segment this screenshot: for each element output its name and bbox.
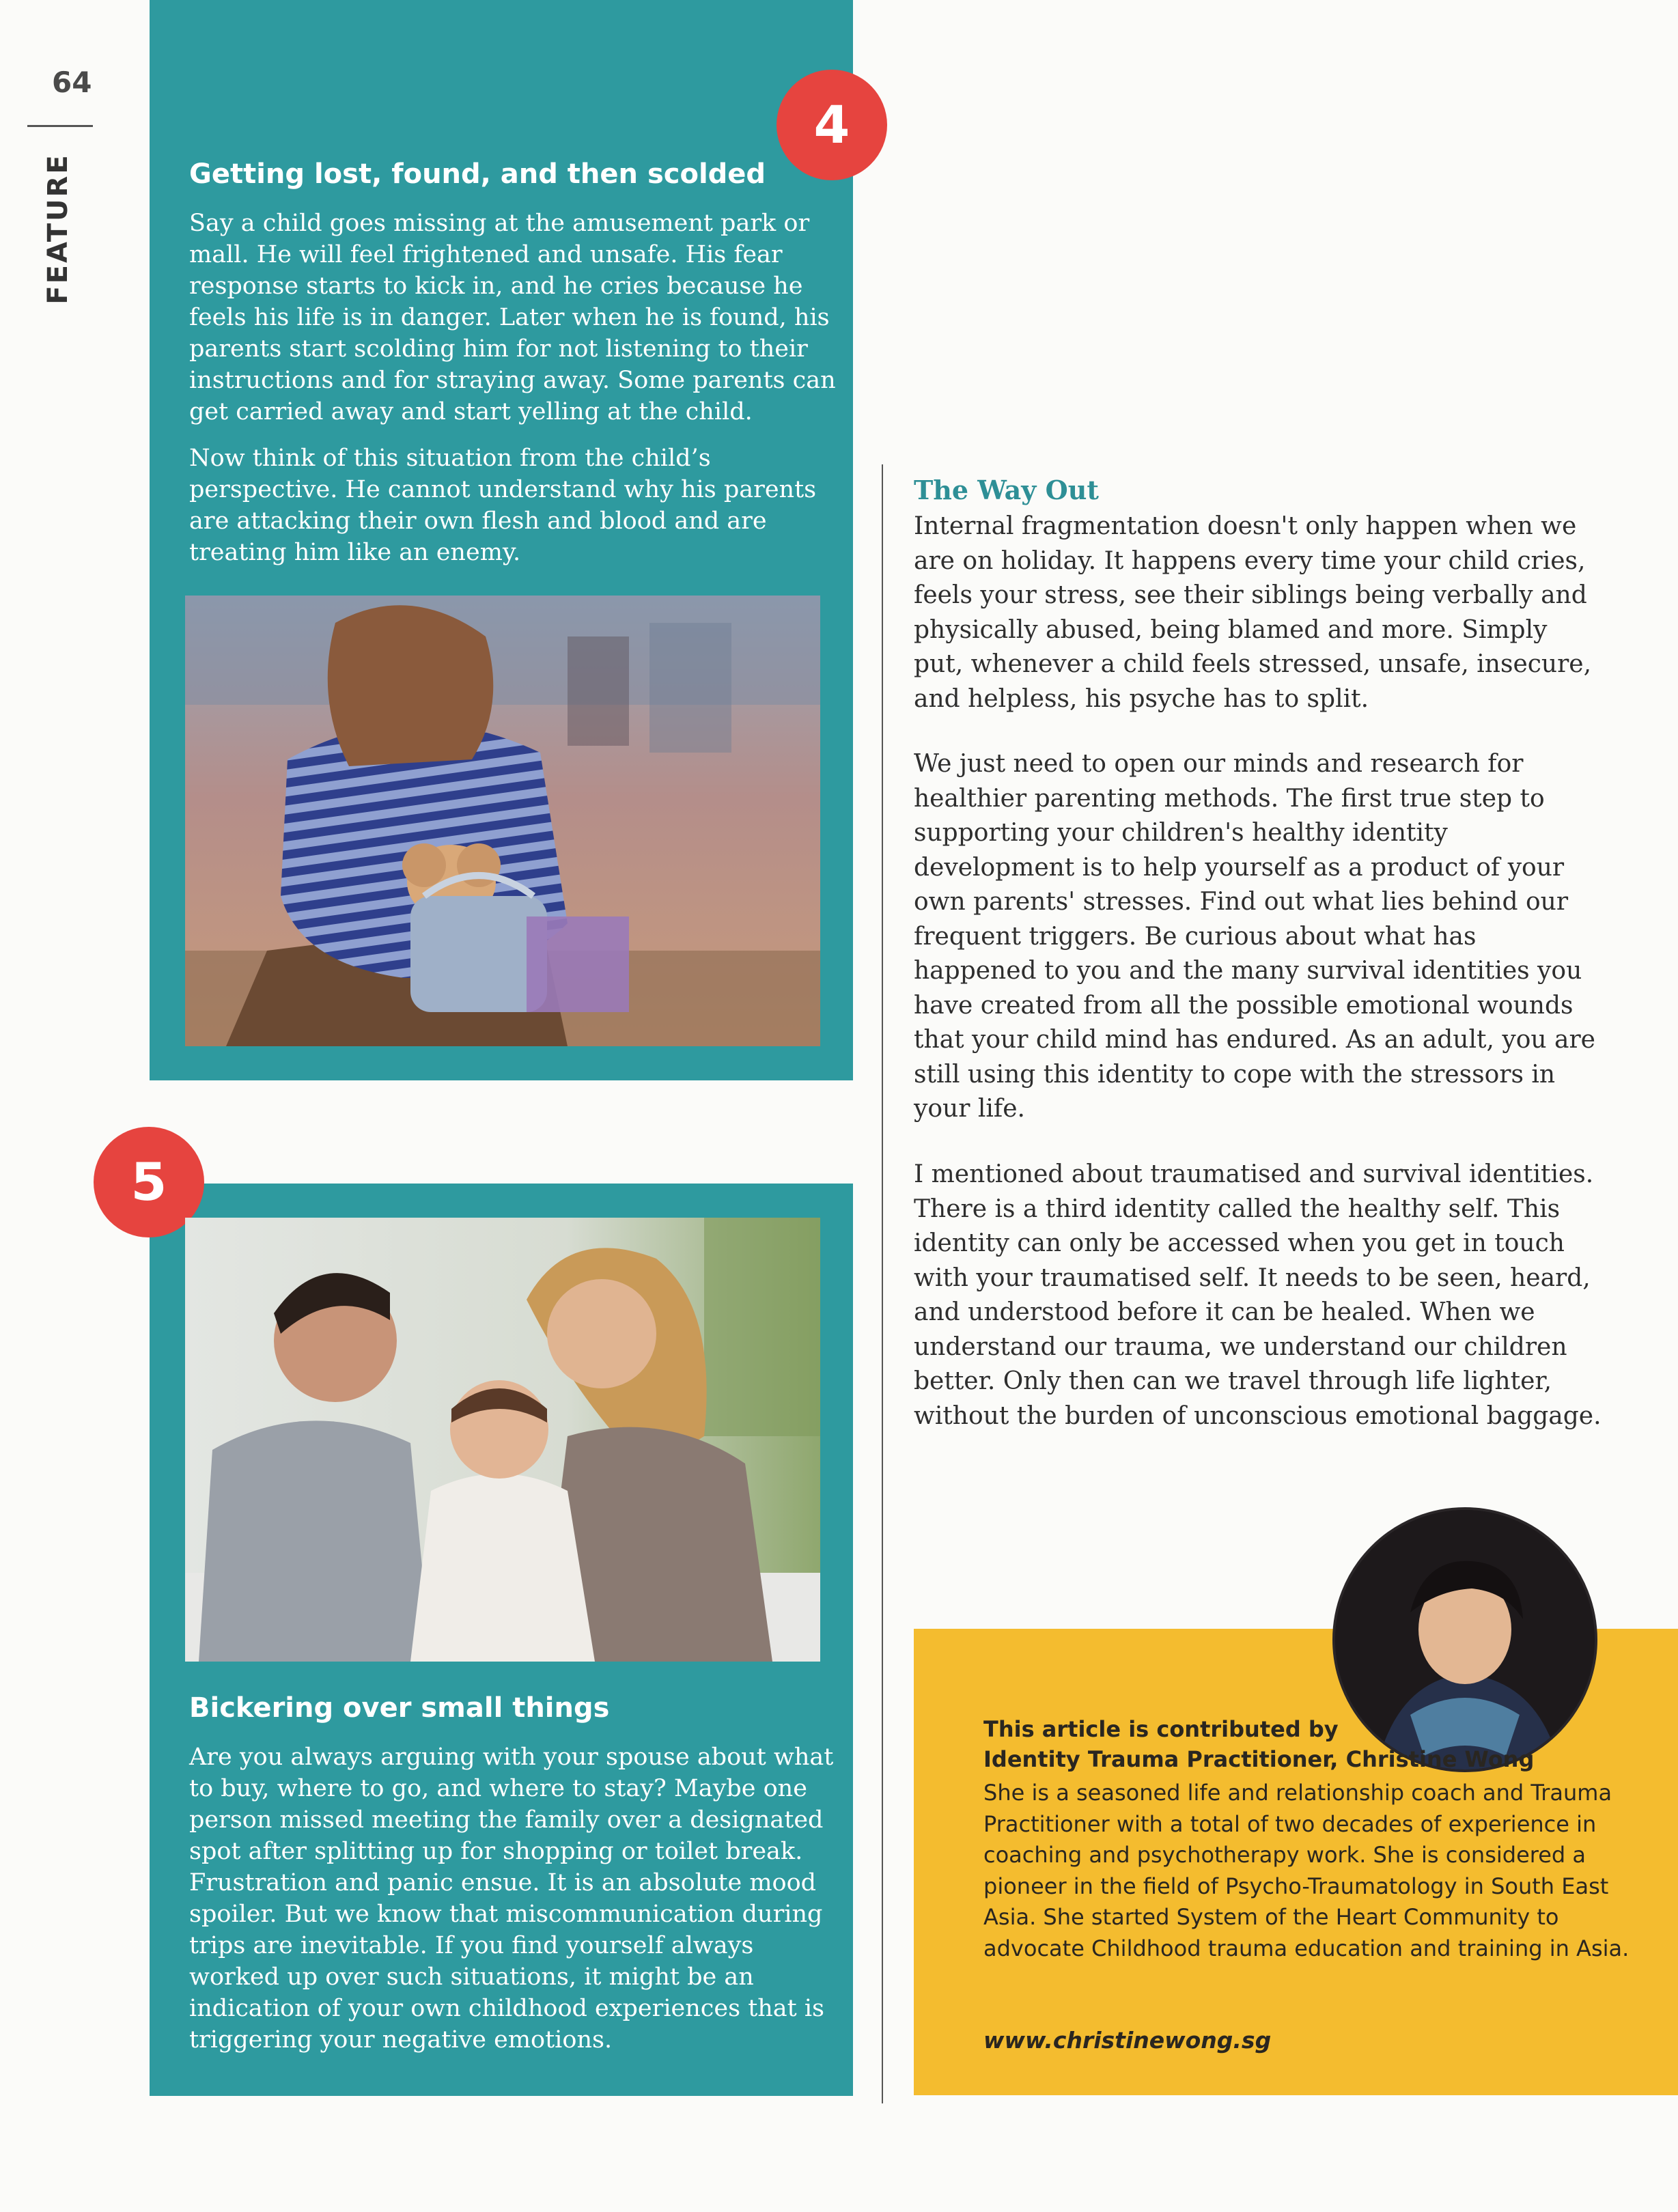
section4-paragraph1: Say a child goes missing at the amusement park or mall. He will feel frightened and unsafe. His fear response starts to kick in, and he cries because he feels his life is in danger. Later when he is found, his parents start scolding him for not listening to their instructions and for straying away. Some parents can get carried away and start yelling at the child. <box>189 210 836 425</box>
author-bio: She is a seasoned life and relationship coach and Trauma Practitioner with a total of two decades of experience in coaching and psychotherapy work. She is considered a pioneer in the field of Psycho-Traumatology in South East Asia. She started System of the Heart Community to advocate Childhood trauma education and training in Asia. <box>983 1780 1630 1961</box>
arguing-parents-photo <box>185 1218 820 1662</box>
author-credit-intro: This article is contributed by <box>983 1716 1339 1742</box>
way-out-paragraph2: We just need to open our minds and research for healthier parenting methods. The first true step to supporting your children's healthy identity development is to help yourself as a product of your own parents' stresses. Find out what lies behind our frequent triggers. Be curious about what has happened to you and the many survival identities you have created from all the possible emotional wounds that your child mind has endured. As an adult, you are still using this identity to cope with the stressors in your life. <box>914 750 1595 1123</box>
section4-paragraph2: Now think of this situation from the child’s perspective. He cannot understand why his parents are attacking their own flesh and blood and are treating him like an enemy. <box>189 445 817 566</box>
section5-title: Bickering over small things <box>189 1692 610 1724</box>
way-out-heading: The Way Out <box>914 475 1099 505</box>
section4-number-badge: 4 <box>777 70 887 180</box>
child-with-toy-dog-photo <box>185 596 820 1046</box>
column-divider <box>882 464 883 2103</box>
section-label: FEATURE <box>42 153 74 305</box>
author-website-link[interactable]: www.christinewong.sg <box>983 2027 1272 2054</box>
page-number-rule <box>27 125 93 127</box>
author-name-title: Identity Trauma Practitioner, Christine Wong <box>983 1746 1535 1772</box>
section5-paragraph: Are you always arguing with your spouse about what to buy, where to go, and where to stay? Maybe one person missed meeting the family over a designated spot after splitting up for shopping or toilet break. Frustration and panic ensue. It is an absolute mood spoiler. But we know that miscommunication during trips are inevitable. If you find yourself always worked up over such situations, it might be an indication of your own childhood experiences that is triggering your negative emotions. <box>189 1744 834 2054</box>
page-number: 64 <box>52 66 92 99</box>
author-portrait <box>1332 1507 1597 1772</box>
way-out-paragraph1: Internal fragmentation doesn't only happen when we are on holiday. It happens every time your child cries, feels your stress, see their siblings being verbally and physically abused, being blamed and more. Simply put, whenever a child feels stressed, unsafe, insecure, and helpless, his psyche has to split. <box>914 512 1592 713</box>
way-out-paragraph3: I mentioned about traumatised and survival identities. There is a third identity called the healthy self. This identity can only be accessed when you get in touch with your traumatised self. It needs to be seen, heard, and understood before it can be healed. When we understand our trauma, we understand our children better. Only then can we travel through life lighter, without the burden of unconscious emotional baggage. <box>914 1160 1602 1430</box>
section5-number-badge: 5 <box>94 1127 204 1237</box>
section4-title: Getting lost, found, and then scolded <box>189 158 766 190</box>
